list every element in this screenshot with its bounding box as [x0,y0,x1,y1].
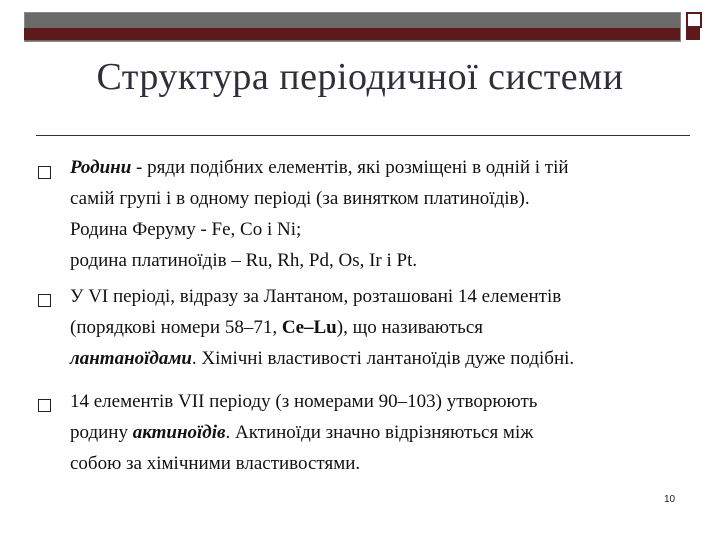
term-highlight: Родини [70,157,132,178]
corner-stem-decoration [686,28,700,40]
item-text: . Хімічні властивості лантаноїдів дуже подібні. [191,348,575,369]
corner-square-decoration [686,12,702,28]
item-line: самій групі і в одному періоді (за винятком платиноїдів). [70,188,530,209]
item-line: Родина Феруму - Fe, Co і Ni; [70,219,302,240]
bullet-square-icon [38,399,51,412]
title-divider [36,135,690,136]
item-line [70,312,710,343]
item-text: . Актиноїди значно відрізняються між [225,422,534,443]
term-highlight: актиноїдів [132,422,226,443]
item-line: У VI періоді, відразу за Лантаном, розташовані 14 елементів [70,286,562,307]
bullet-square-icon [38,166,51,179]
header-accent-bar [24,28,680,40]
item-text: - ряди подібних елементів, які розміщені в одній і тій [131,157,569,178]
item-line [70,343,710,374]
list-item [70,152,710,276]
item-line: собою за хімічними властивостями. [70,453,361,474]
item-text: (порядкові номери 58–71, [70,317,282,338]
bullet-square-icon [38,294,51,307]
page-number: 10 [664,494,676,505]
item-line: 14 елементів VII періоду (з номерами 90–103) утворюють [70,391,538,412]
item-line [70,152,710,183]
item-text: родину [70,422,133,443]
element-range: Ce–Lu [281,317,337,338]
item-line: родина платиноїдів – Ru, Rh, Pd, Os, Ir і Pt. [70,250,418,271]
slide-title: Структура періодичної системи [96,56,624,98]
term-highlight: лантаноїдами [70,348,192,369]
list-item [70,386,710,479]
item-line [70,417,710,448]
item-text: ), що називаються [336,317,483,338]
list-item [70,281,710,374]
